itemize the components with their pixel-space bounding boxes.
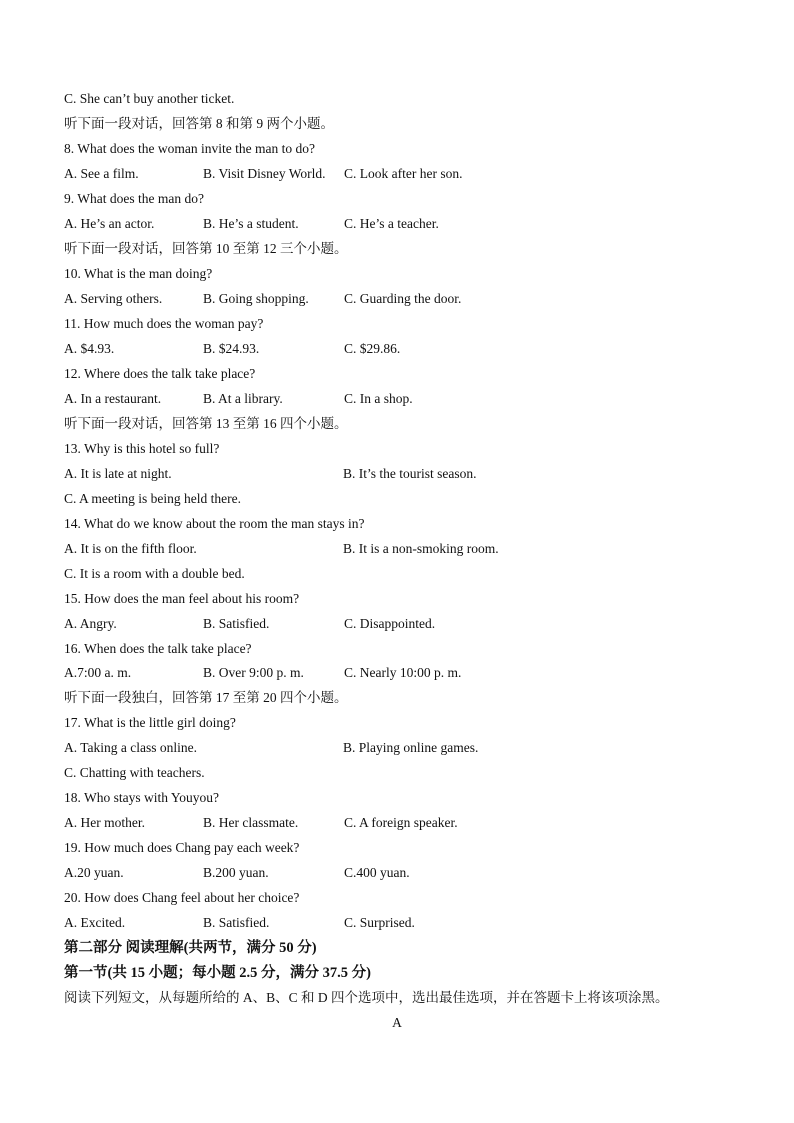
option-b: B. At a library. — [203, 391, 283, 406]
option-c: C. It is a room with a double bed. — [64, 566, 245, 581]
option-b: B. $24.93. — [203, 341, 260, 356]
question-text: 9. What does the man do? — [64, 191, 204, 206]
option-c: C. In a shop. — [344, 391, 413, 406]
option-a: A. See a film. — [64, 166, 139, 181]
option-b: B. Satisfied. — [203, 915, 270, 930]
option-c: C. A meeting is being held there. — [64, 491, 241, 506]
instruction-text: 听下面一段对话，回答第 10 至第 12 三个小题。 — [64, 241, 348, 256]
option-c: C. Chatting with teachers. — [64, 765, 205, 780]
option-c: C. Nearly 10:00 p. m. — [344, 665, 462, 680]
instruction-text: 听下面一段独白，回答第 17 至第 20 四个小题。 — [64, 690, 348, 705]
question-text: 19. How much does Chang pay each week? — [64, 840, 300, 855]
passage-label: A — [392, 1015, 402, 1030]
option-a: A. Excited. — [64, 915, 126, 930]
option-c: C. Look after her son. — [344, 166, 463, 181]
option-b: B. It’s the tourist season. — [343, 466, 477, 481]
option-c: C. Guarding the door. — [344, 291, 462, 306]
option-c: C. He’s a teacher. — [344, 216, 439, 231]
option-b: B. Over 9:00 p. m. — [203, 665, 304, 680]
option-c: C. A foreign speaker. — [344, 815, 458, 830]
question-text: 12. Where does the talk take place? — [64, 366, 256, 381]
option-b: B. Her classmate. — [203, 815, 299, 830]
option-c: C. Disappointed. — [344, 616, 436, 631]
instruction-text: 听下面一段对话，回答第 8 和第 9 两个小题。 — [64, 116, 334, 131]
question-text: 10. What is the man doing? — [64, 266, 213, 281]
part-title: 第二部分 阅读理解(共两节，满分 50 分) — [64, 940, 317, 956]
question-text: 14. What do we know about the room the man stays in? — [64, 516, 365, 531]
option-b: B. He’s a student. — [203, 216, 299, 231]
option-a: A. In a restaurant. — [64, 391, 162, 406]
option-b: B. Going shopping. — [203, 291, 309, 306]
option-a: A. Angry. — [64, 616, 117, 631]
option-b: B. Playing online games. — [343, 740, 479, 755]
option-c: C. She can’t buy another ticket. — [64, 91, 235, 106]
option-c: C.400 yuan. — [344, 865, 410, 880]
question-text: 13. Why is this hotel so full? — [64, 441, 220, 456]
option-a: A. He’s an actor. — [64, 216, 155, 231]
subsection-title: 第一节(共 15 小题；每小题 2.5 分，满分 37.5 分) — [64, 965, 371, 981]
option-c: C. Surprised. — [344, 915, 415, 930]
option-b: B.200 yuan. — [203, 865, 269, 880]
option-a: A.7:00 a. m. — [64, 665, 132, 680]
option-a: A. It is on the fifth floor. — [64, 541, 197, 556]
question-text: 20. How does Chang feel about her choice? — [64, 890, 300, 905]
option-a: A. Her mother. — [64, 815, 145, 830]
option-a: A. It is late at night. — [64, 466, 172, 481]
instructions-text: 阅读下列短文，从每题所给的 A、B、C 和 D 四个选项中，选出最佳选项，并在答题卡上将该项涂黑。 — [64, 990, 669, 1005]
question-text: 17. What is the little girl doing? — [64, 715, 236, 730]
option-c: C. $29.86. — [344, 341, 401, 356]
option-a: A. Serving others. — [64, 291, 163, 306]
option-b: B. It is a non-smoking room. — [343, 541, 499, 556]
option-b: B. Visit Disney World. — [203, 166, 326, 181]
option-a: A. $4.93. — [64, 341, 115, 356]
question-text: 8. What does the woman invite the man to do? — [64, 141, 315, 156]
option-a: A. Taking a class online. — [64, 740, 198, 755]
question-text: 16. When does the talk take place? — [64, 641, 252, 656]
instruction-text: 听下面一段对话，回答第 13 至第 16 四个小题。 — [64, 416, 348, 431]
option-a: A.20 yuan. — [64, 865, 124, 880]
question-text: 15. How does the man feel about his room? — [64, 591, 300, 606]
option-b: B. Satisfied. — [203, 616, 270, 631]
question-text: 18. Who stays with Youyou? — [64, 790, 220, 805]
question-text: 11. How much does the woman pay? — [64, 316, 264, 331]
